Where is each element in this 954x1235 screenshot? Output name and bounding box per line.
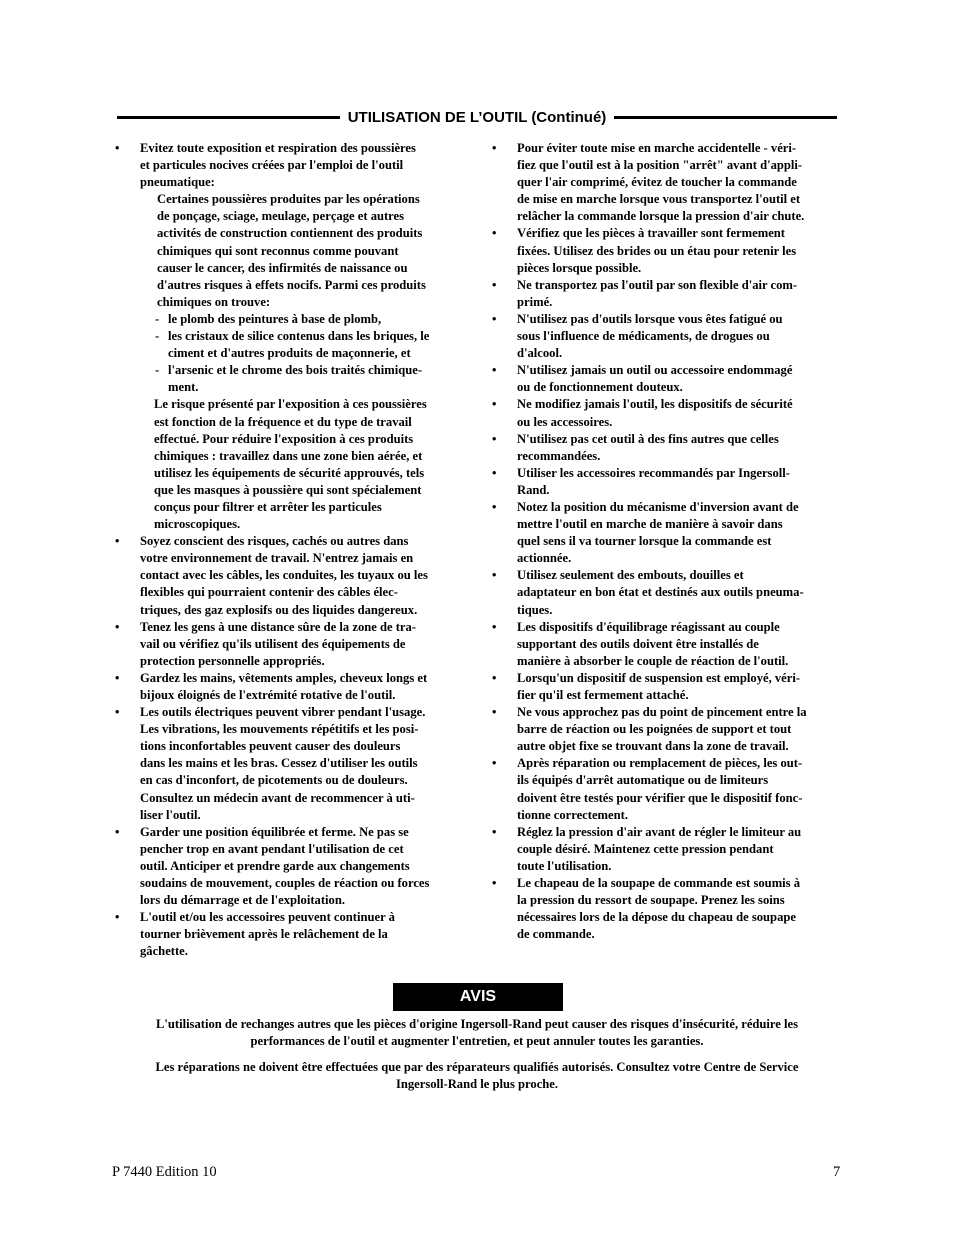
text-line: de commande. (517, 927, 595, 942)
text-line: Notez la position du mécanisme d'inversion avant de (517, 499, 799, 514)
bullet-icon: • (492, 670, 497, 685)
text-line: outil. Anticiper et prendre garde aux changements (140, 858, 410, 873)
text-line: Garder une position équilibrée et ferme. Ne pas se (140, 824, 409, 839)
dash-icon: - (155, 329, 160, 344)
text-line: N'utilisez pas d'outils lorsque vous êtes fatigué ou (517, 311, 783, 326)
text-line: chimiques : travaillez dans une zone bien aérée, et (154, 448, 423, 463)
bullet-icon: • (492, 568, 497, 583)
bullet-icon: • (492, 876, 497, 891)
item-text (517, 875, 842, 943)
text-line: Tenez les gens à une distance sûre de la zone de tra- (140, 619, 416, 634)
text-line: Le risque présenté par l'exposition à ces poussières (154, 397, 427, 412)
text-line: soudains de mouvement, couples de réaction ou forces (140, 876, 430, 891)
text-line: ou les accessoires. (517, 414, 613, 429)
text-line: liser l'outil. (140, 807, 201, 822)
avis-banner: AVIS (393, 983, 563, 1011)
text-line: tionne correctement. (517, 807, 628, 822)
text-line: conçus pour filtrer et arrêter les particules (154, 499, 382, 514)
header-rule-left (117, 116, 340, 119)
header-rule-right (614, 116, 837, 119)
text-line: Les vibrations, les mouvements répétitifs et les posi- (140, 722, 419, 737)
text-line: Rand. (517, 482, 550, 497)
edition-label: P 7440 Edition 10 (112, 1164, 217, 1180)
text-line: Les réparations ne doivent être effectuées que par des réparateurs qualifiés autorisés. Consultez votre Centre de Service (155, 1060, 799, 1074)
list-item (492, 431, 842, 465)
section-header (117, 106, 837, 128)
bullet-icon: • (492, 431, 497, 446)
text-line: Evitez toute exposition et respiration des poussières (140, 141, 416, 155)
text-line: tions inconfortables peuvent causer des douleurs (140, 739, 401, 754)
bullet-icon: • (115, 824, 120, 839)
dash-icon: - (155, 363, 160, 378)
text-line: quer l'air comprimé, évitez de toucher la commande (517, 175, 797, 190)
dash-item (140, 362, 465, 396)
text-line: L'outil et/ou les accessoires peuvent continuer à (140, 910, 395, 925)
text-line: d'autres risques à effets nocifs. Parmi ces produits (157, 277, 426, 292)
text-line: le plomb des peintures à base de plomb, (168, 311, 382, 326)
bullet-icon: • (492, 824, 497, 839)
text-line: pencher trop en avant pendant l'utilisation de cet (140, 841, 404, 856)
list-item (115, 824, 465, 909)
text-line: Certaines poussières produites par les opérations (157, 192, 420, 207)
text-line: Lorsqu'un dispositif de suspension est employé, véri- (517, 670, 801, 685)
text-line: et particules nocives créées par l'emploi de l'outil (140, 158, 404, 173)
bullet-icon: • (492, 465, 497, 480)
text-line: que les masques à poussière qui sont spécialement (154, 482, 422, 497)
bullet-icon: • (115, 534, 120, 549)
text-line: activités de construction contiennent des produits (157, 226, 423, 241)
list-item (492, 824, 842, 875)
list-item (115, 670, 465, 704)
text-line: fixées. Utilisez des brides ou un étau pour retenir les (517, 243, 797, 258)
sub-paragraph (140, 191, 465, 311)
list-item (115, 619, 465, 670)
text-line: microscopiques. (154, 517, 241, 532)
text-line: votre environnement de travail. N'entrez jamais en (140, 551, 414, 566)
list-item (492, 277, 842, 311)
text-line: Ingersoll-Rand le plus proche. (395, 1077, 559, 1092)
bullet-icon: • (492, 619, 497, 634)
list-item (492, 225, 842, 276)
bullet-icon: • (492, 756, 497, 771)
text-line: Utilisez seulement des embouts, douilles et (517, 568, 744, 583)
text-line: Le chapeau de la soupape de commande est soumis à (517, 876, 801, 891)
list-item (492, 499, 842, 567)
left-column (115, 140, 465, 961)
text-line: est fonction de la fréquence et du type de travail (154, 414, 412, 429)
bullet-icon: • (115, 619, 120, 634)
list-item (492, 670, 842, 704)
text-line: d'alcool. (517, 346, 563, 361)
bullet-icon: • (492, 705, 497, 720)
item-text (140, 533, 465, 618)
text-line: nécessaires lors de la dépose du chapeau de soupape (517, 910, 796, 925)
text-line: couple désiré. Maintenez cette pression pendant (517, 841, 774, 856)
text-line: Les dispositifs d'équilibrage réagissant au couple (517, 619, 780, 634)
text-line: dans les mains et les bras. Cessez d'utiliser les outils (140, 756, 418, 771)
bullet-icon: • (492, 141, 497, 155)
text-line: la pression du ressort de soupape. Prenez les soins (517, 893, 785, 908)
bullet-icon: • (492, 277, 497, 292)
text-line: Ne modifiez jamais l'outil, les dispositifs de sécurité (517, 397, 793, 412)
item-text (140, 670, 465, 704)
list-item (115, 909, 465, 960)
text-line: Après réparation ou remplacement de pièces, les out- (517, 756, 803, 771)
text-line: fier qu'il est fermement attaché. (517, 688, 689, 702)
text-line: les cristaux de silice contenus dans les briques, le (168, 329, 430, 344)
item-text (517, 396, 842, 430)
item-text (140, 704, 465, 824)
text-line: lors du démarrage et de l'exploitation. (140, 893, 345, 908)
item-text (517, 465, 842, 499)
item-text (517, 824, 842, 875)
text-line: ciment et d'autres produits de maçonnerie, et (168, 346, 411, 361)
text-line: ou de fonctionnement douteux. (517, 380, 683, 395)
item-text (517, 567, 842, 618)
item-text (140, 619, 465, 670)
text-line: mettre l'outil en marche de manière à savoir dans (517, 517, 783, 532)
text-line: adaptateur en bon état et destinés aux outils pneuma- (517, 585, 804, 600)
item-text (517, 311, 842, 362)
list-item (115, 140, 465, 533)
item-text (517, 362, 842, 396)
text-line: gâchette. (140, 944, 188, 959)
item-text (517, 277, 842, 311)
item-text (517, 431, 842, 465)
text-line: ils équipés d'arrêt automatique ou de limiteurs (517, 773, 769, 788)
text-line: ment. (168, 380, 199, 395)
dash-icon: - (155, 311, 160, 326)
text-line: tiques. (517, 602, 553, 617)
text-line: chimiques on trouve: (157, 294, 271, 309)
item-text (517, 619, 842, 670)
list-item (492, 362, 842, 396)
bullet-icon: • (115, 910, 120, 925)
text-line: l'arsenic et le chrome des bois traités chimique- (168, 363, 423, 378)
list-item (492, 755, 842, 823)
list-item (492, 140, 842, 225)
text-line: quel sens il va tourner lorsque la commande est (517, 534, 772, 549)
text-line: L'utilisation de rechanges autres que les pièces d'origine Ingersoll-Rand peut causer des risques d'insécurité, réduire les (155, 1017, 799, 1031)
text-line: tourner brièvement après le relâchement de la (140, 927, 388, 942)
item-text (517, 225, 842, 276)
text-line: Consultez un médecin avant de recommencer à uti- (140, 790, 415, 805)
text-line: de ponçage, sciage, meulage, perçage et autres (157, 209, 405, 224)
page-number: 7 (833, 1164, 841, 1180)
text-line: N'utilisez jamais un outil ou accessoire endommagé (517, 363, 793, 378)
text-line: primé. (517, 294, 553, 309)
item-text (140, 824, 465, 909)
text-line: Soyez conscient des risques, cachés ou autres dans (140, 534, 409, 549)
list-item (492, 704, 842, 755)
text-line: chimiques qui sont reconnus comme pouvant (157, 243, 399, 258)
item-text (517, 755, 842, 823)
text-line: performances de l'outil et augmenter l'entretien, et peut annuler toutes les garanties. (250, 1034, 704, 1049)
list-item (492, 875, 842, 943)
text-line: N'utilisez pas cet outil à des fins autres que celles (517, 431, 779, 446)
text-line: Réglez la pression d'air avant de régler le limiteur au (517, 824, 802, 839)
dash-item (140, 328, 465, 362)
list-item (115, 704, 465, 824)
sub-paragraph (140, 396, 465, 533)
text-line: doivent être testés pour vérifier que le dispositif fonc- (517, 790, 803, 805)
text-line: recommandées. (517, 448, 601, 463)
text-line: vail ou vérifiez qu'ils utilisent des équipements de (140, 636, 406, 651)
text-line: Ne transportez pas l'outil par son flexible d'air com- (517, 277, 798, 292)
text-line: bijoux éloignés de l'extrémité rotative de l'outil. (140, 688, 396, 702)
text-line: supportant des outils doivent être installés de (517, 636, 759, 651)
item-text (517, 670, 842, 704)
item-text (517, 704, 842, 755)
right-column (492, 140, 842, 943)
list-item (492, 567, 842, 618)
bullet-icon: • (115, 670, 120, 685)
dash-item (140, 311, 465, 328)
bullet-icon: • (492, 397, 497, 412)
notice-rechanges (110, 1016, 844, 1050)
text-line: Pour éviter toute mise en marche accidentelle - véri- (517, 141, 797, 155)
text-line: de mise en marche lorsque vous transportez l'outil et (517, 192, 801, 207)
bullet-icon: • (492, 363, 497, 378)
text-line: Les outils électriques peuvent vibrer pendant l'usage. (140, 705, 426, 720)
list-item (492, 311, 842, 362)
bullet-icon: • (492, 311, 497, 326)
text-line: autre objet fixe se trouvant dans la zone de travail. (517, 739, 789, 754)
section-title: UTILISATION DE L’OUTIL (Continué) (347, 108, 607, 126)
list-item (492, 396, 842, 430)
text-line: causer le cancer, des infirmités de naissance ou (157, 260, 408, 275)
bullet-icon: • (115, 705, 120, 720)
text-line: Gardez les mains, vêtements amples, cheveux longs et (140, 670, 428, 685)
text-line: manière à absorber le couple de réaction de l'outil. (517, 653, 789, 668)
bullet-icon: • (115, 141, 120, 155)
text-line: contact avec les câbles, les conduites, les tuyaux ou les (140, 568, 428, 583)
list-item (492, 619, 842, 670)
item-text (140, 909, 465, 960)
text-line: pneumatique: (140, 175, 215, 190)
text-line: fiez que l'outil est à la position "arrêt" avant d'appli- (517, 158, 803, 173)
notice-reparations (110, 1059, 844, 1093)
text-line: toute l'utilisation. (517, 858, 612, 873)
bullet-icon: • (492, 499, 497, 514)
text-line: en cas d'inconfort, de picotements ou de douleurs. (140, 773, 408, 788)
text-line: effectué. Pour réduire l'exposition à ces produits (154, 431, 414, 446)
item-text (140, 140, 465, 191)
text-line: protection personnelle appropriés. (140, 653, 325, 668)
text-line: relâcher la commande lorsque la pression d'air chute. (517, 209, 805, 224)
bullet-icon: • (492, 226, 497, 241)
text-line: Ne vous approchez pas du point de pincement entre la (517, 705, 807, 720)
item-text (517, 499, 842, 567)
text-line: pièces lorsque possible. (517, 260, 642, 275)
text-line: actionnée. (517, 551, 572, 566)
list-item (115, 533, 465, 618)
text-line: flexibles qui pourraient contenir des câbles élec- (140, 585, 398, 600)
text-line: utilisez les équipements de sécurité approuvés, tels (154, 465, 425, 480)
text-line: triques, des gaz explosifs ou des liquides dangereux. (140, 602, 418, 617)
text-line: Utiliser les accessoires recommandés par Ingersoll- (517, 465, 790, 480)
text-line: Vérifiez que les pièces à travailler sont fermement (517, 226, 785, 241)
text-line: sous l'influence de médicaments, de drogues ou (517, 329, 770, 344)
list-item (492, 465, 842, 499)
item-text (517, 140, 842, 225)
text-line: barre de réaction ou les poignées de support et tout (517, 722, 792, 737)
